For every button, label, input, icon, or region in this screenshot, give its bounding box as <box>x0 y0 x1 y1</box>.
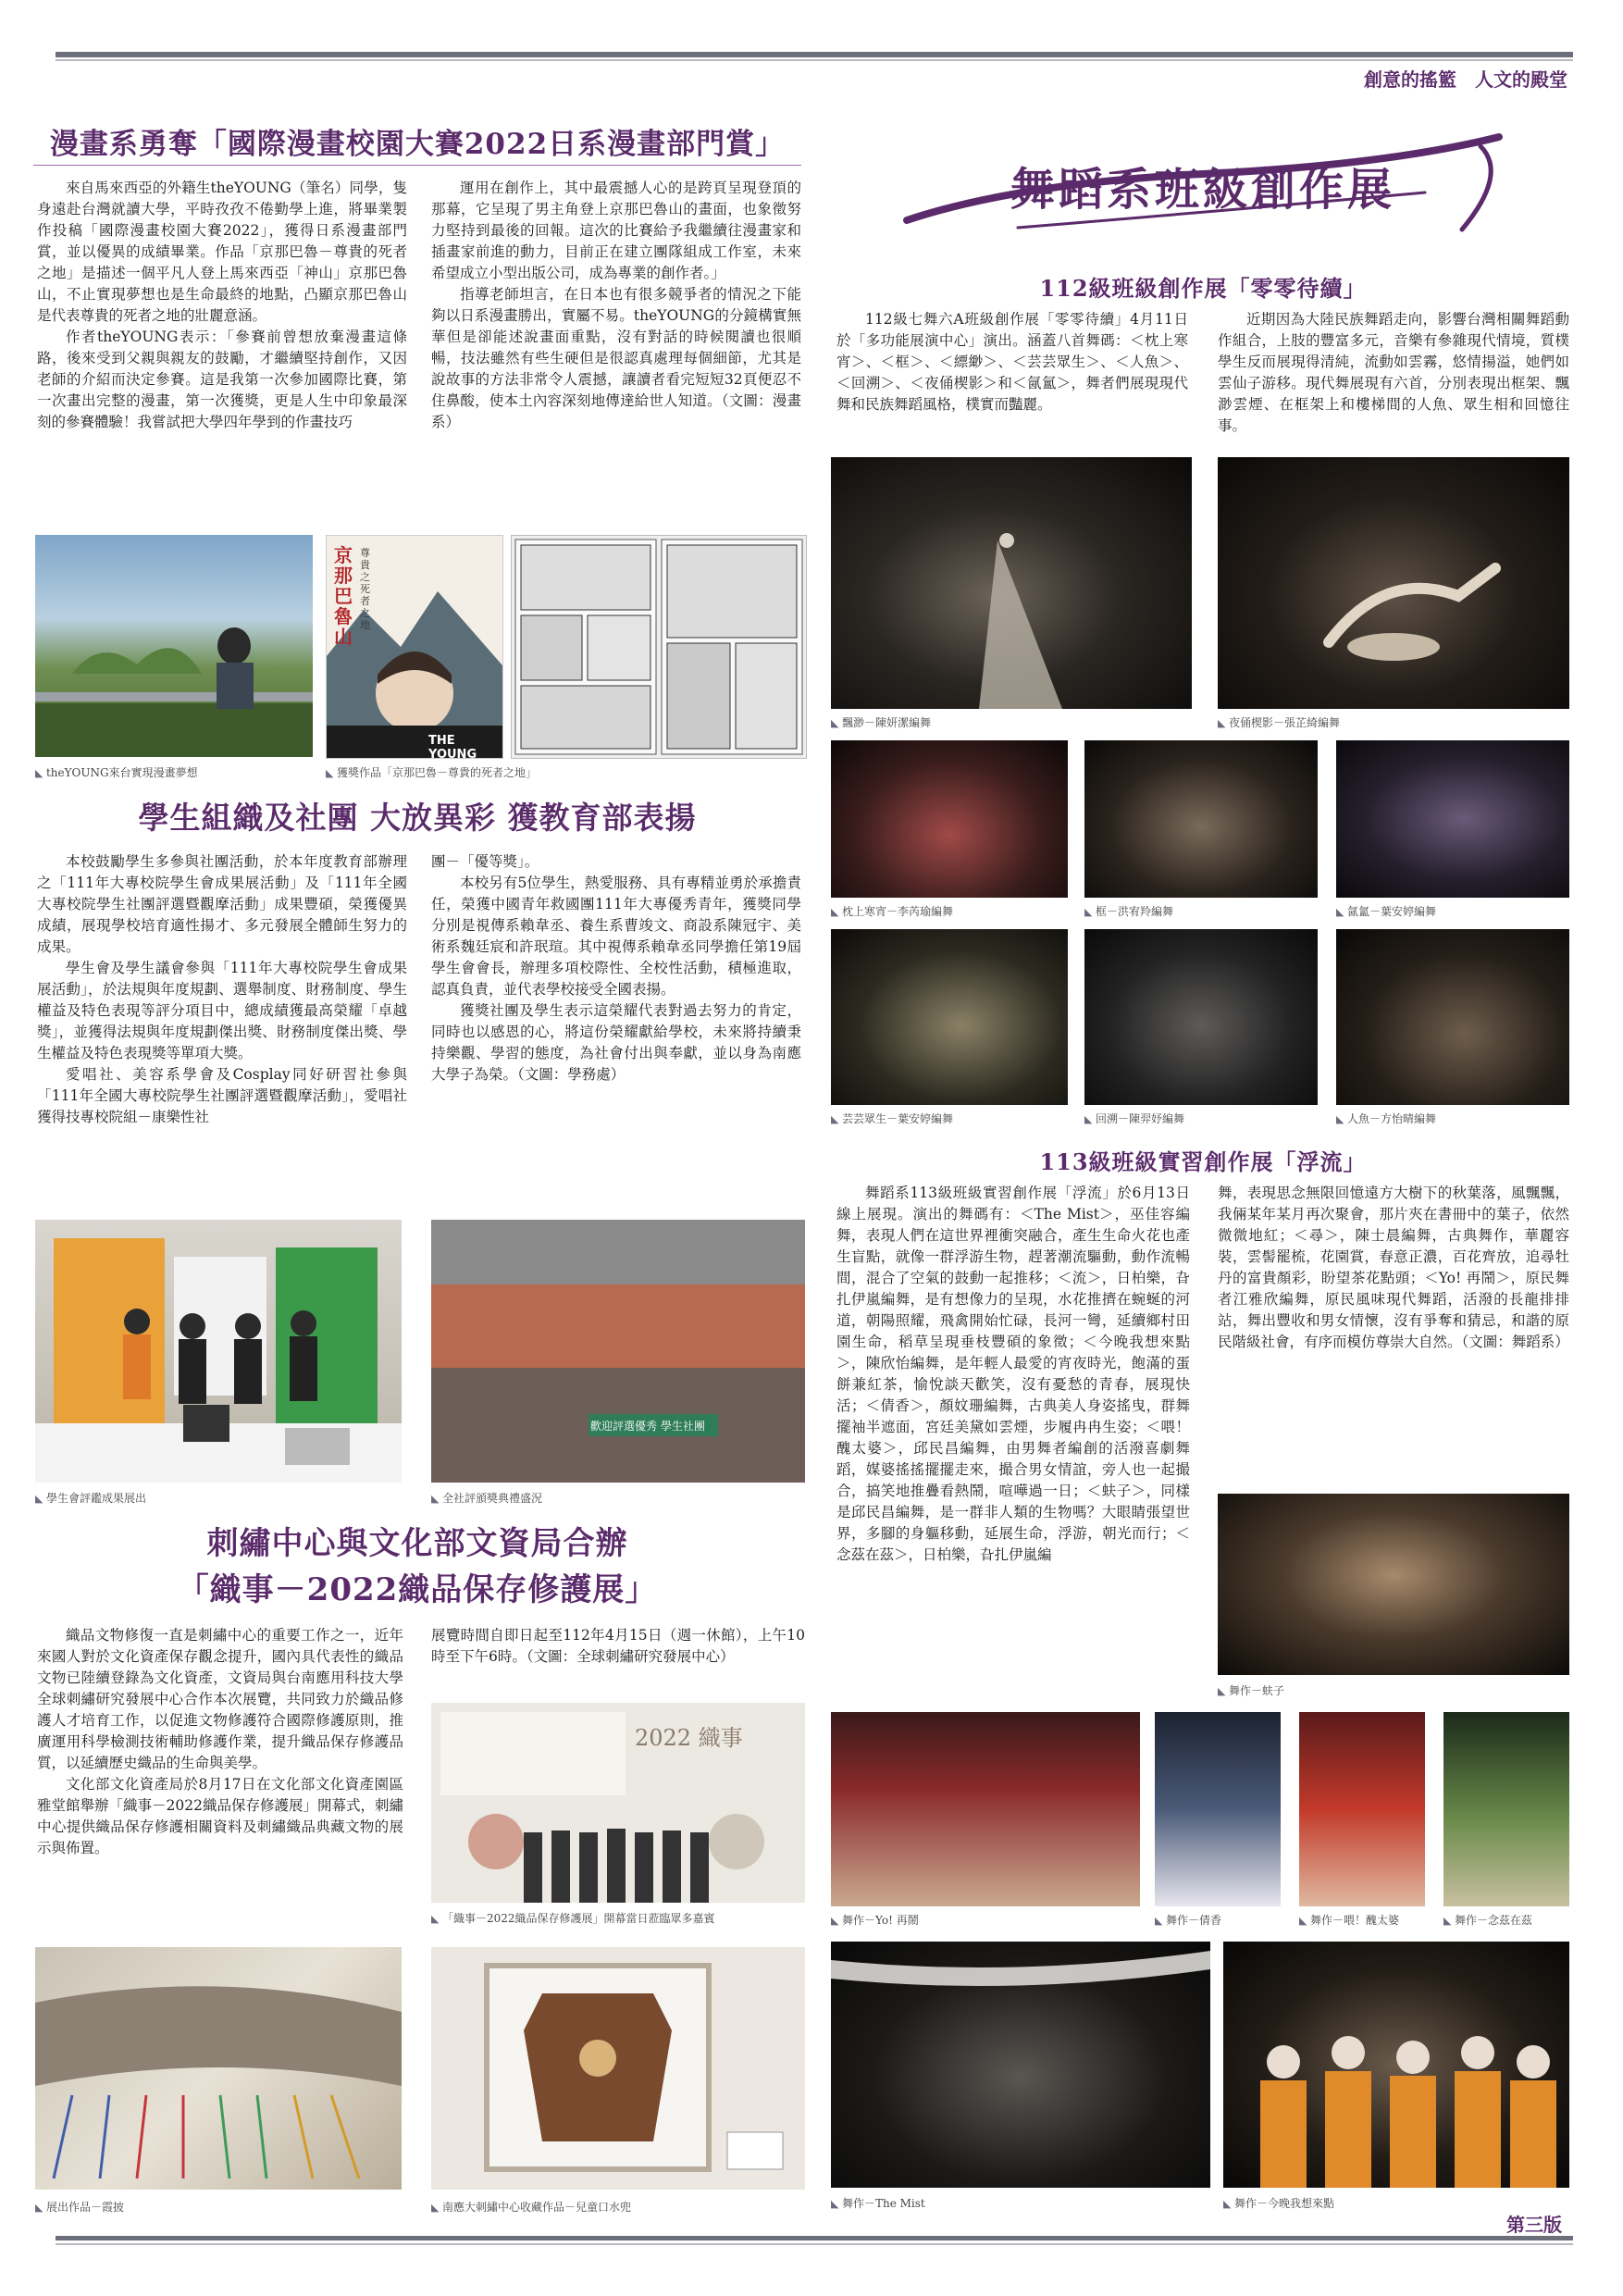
caption: ◣ 飄渺－陳妍潔編舞 <box>831 714 931 730</box>
page-number: 第三版 <box>1506 2214 1562 2236</box>
section-label: 創意的搖籃 人文的殿堂 <box>1364 68 1567 91</box>
article3-paragraph: 文化部文化資產局於8月17日在文化部文化資產園區雅堂館舉辦「織事－2022織品保存修護展」開幕式，刺繡中心提供織品保存修護相關資料及刺繡織品典藏文物的展示與佈置。 <box>37 1776 403 1856</box>
caption: ◣ 全社評頒獎典禮盛況 <box>431 1490 542 1506</box>
article3-column-2 <box>431 1625 805 1668</box>
article2-paragraph: 團－「優等獎」。 <box>431 853 539 870</box>
photo-embroidery-bib <box>431 1947 805 2190</box>
article1-title-underline <box>33 165 801 166</box>
photo-exhibition-opening <box>431 1703 805 1903</box>
dance-sub1-column-2 <box>1218 309 1569 437</box>
exhibition-poster-text: 2022 織事 <box>635 1725 743 1751</box>
article1-column-2 <box>431 178 801 433</box>
caption: ◣ 枕上寒宵－李芮瑜編舞 <box>831 903 953 919</box>
caption: ◣ 展出作品－霞披 <box>35 2199 124 2215</box>
caption: ◣ 氤氳－葉安婷編舞 <box>1336 903 1436 919</box>
bottom-rule <box>56 2236 1573 2240</box>
dance-fabric-figure <box>831 457 1192 709</box>
dance-sub1-paragraph: 112級七舞六A班級創作展「零零待續」4月11日於「多功能展演中心」演出。涵蓋八首舞碼：＜枕上寒宵＞、＜框＞、＜縹緲＞、＜芸芸眾生＞、＜人魚＞、＜回溯＞、＜夜俑楔影＞和＜氤氳＞，舞者們展現現代舞和民族舞蹈風格，樸實而豔麗。 <box>836 311 1188 413</box>
bottom-rule-thin <box>56 2243 1573 2245</box>
article2-paragraph: 獲獎社團及學生表示這榮耀代表對過去努力的肯定，同時也以感恩的心，將這份榮耀獻給學校，未來將持續秉持樂觀、學習的態度，為社會付出與奉獻，並以身為南應大學子為榮。（文圖：學務處） <box>431 1002 801 1083</box>
manga-cover-brand: THE YOUNG <box>428 734 477 759</box>
manga-pages-art <box>512 536 806 758</box>
photo-dance-huisu <box>1084 929 1318 1105</box>
photo-dance-yo <box>831 1712 1140 1906</box>
article1-paragraph: 運用在創作上，其中最震撼人心的是跨頁呈現登頂的那幕，它呈現了男主角登上京那巴魯山的畫面，也象徵努力堅持到最後的回報。這次的比賽給予我繼續往漫畫家和插畫家前進的動力，目前正在建立團隊組成工作室，未來希望成立小型出版公司，成為專業的創作者。」 <box>431 180 801 281</box>
caption: ◣ 學生會評鑑成果展出 <box>35 1490 146 1506</box>
embroidery-bib-art <box>431 1947 805 2190</box>
photo-theyoung-landscape <box>35 535 313 757</box>
photo-dance-yunyun <box>831 929 1068 1105</box>
caption: ◣ 夜俑楔影－張芷綺編舞 <box>1218 714 1340 730</box>
dance-banner-title: 舞蹈系班級創作展 <box>1010 164 1395 216</box>
caption: ◣ 舞作－The Mist <box>831 2195 925 2211</box>
jinwan-dancers <box>1223 1942 1569 2188</box>
caption: ◣ 舞作－今晚我想來點 <box>1223 2195 1334 2211</box>
photo-dance-piaomiao <box>831 457 1192 709</box>
caption: ◣ 舞作－倩香 <box>1155 1912 1221 1928</box>
dance-sub1-column-1 <box>836 309 1188 416</box>
photo-dance-nianzi <box>1443 1712 1569 1906</box>
dance-sub1-title: 112級班級創作展「零零待續」 <box>1039 275 1367 302</box>
article2-paragraph: 學生會及學生議會參與「111年大專校院學生會成果展活動」，於法規與年度規劃、選舉制度、財務制度、學生權益及特色表現等評分項目中，總成績獲最高榮耀「卓越獎」，並獲得法規與年度規劃傑出獎、財務制度傑出獎、學生權益及特色表現獎等單項大獎。 <box>37 960 407 1061</box>
article3-column-1 <box>37 1625 403 1859</box>
photo-manga-cover <box>326 535 503 759</box>
dance-sub2-paragraph: 舞蹈系113級班級實習創作展「浮流」於6月13日線上展現。演出的舞碼有：＜The Mist＞，巫佳容編舞，表現人們在這世界裡衝突融合，產生生命火花也產生盲點，就像一群浮游生物，趕著潮流驅動，動作流暢間，混合了空氣的鼓動一起推移；＜流＞，日柏樂，旮扎伊嵐編舞，是有想像力的呈現，水花推擠在蜿蜒的河道，朝陽照耀，飛禽開始忙碌，長河一彎，延續鄉村田園生命，稻草呈現垂枝豐碩的象徵；＜今晚我想來點＞，陳欣怡編舞，是年輕人最愛的宵夜時光，飽滿的蛋餅兼紅茶，愉悅談天歡笑，沒有憂愁的青春，展現快活；＜倩香＞，顏妏珊編舞，古典美人身姿搖曳，群舞擺袖半遮面，宮廷美黛如雲煙，步履冉冉生姿；＜喂！醜太婆＞，邱民昌編舞，由男舞者編創的活潑喜劇舞蹈，媒婆搖搖擺擺走來，撮合男女情誼，旁人也一起撮合，搞笑地推疊看熱鬧，喧嘩過一日；＜蚨子＞，同樣是邱民昌編舞，是一群非人類的生物嗎？大眼睛張望世界，多腳的身軀移動，延展生命，浮游，朝光而行；＜念茲在茲＞，日柏樂，旮扎伊嵐編 <box>836 1185 1190 1563</box>
dance-banner <box>833 118 1573 248</box>
caption: ◣ 人魚－方怡晴編舞 <box>1336 1111 1436 1126</box>
student-exhibit-art <box>35 1220 402 1483</box>
photo-manga-pages <box>511 535 807 759</box>
article2-paragraph: 愛唱社、美容系學會及Cosplay同好研習社參與「111年全國大專校院學生社團評選暨觀摩活動」，愛唱社獲得技專校院組－康樂性社 <box>37 1066 407 1125</box>
photo-dance-yinyun <box>1336 740 1569 898</box>
photo-student-council-exhibit <box>35 1220 402 1483</box>
photo-dance-themist <box>831 1942 1210 2188</box>
photo-dance-renyu <box>1336 929 1569 1105</box>
dance-sub1-paragraph: 近期因為大陸民族舞蹈走向，影響台灣相關舞蹈動作組合，上肢的豐富多元，音樂有參雜現代情境，質樸學生反而展現得清純，流動如雲霧，悠情揚溢，她們如雲仙子游移。現代舞展現有六首，分別表現出框架、飄渺雲煙、在框架上和樓梯間的人魚、眾生相和回憶往事。 <box>1218 311 1569 434</box>
caption: ◣ theYOUNG來台實現漫畫夢想 <box>35 764 198 780</box>
article3-title-line1: 刺繡中心與文化部文資局合辦 <box>206 1525 628 1562</box>
photo-dance-choutaipo <box>1299 1712 1425 1906</box>
dance-sub2-column-2 <box>1218 1183 1569 1353</box>
dance-duo-figure <box>1218 457 1569 709</box>
mist-fabric <box>831 1942 1210 2188</box>
caption: ◣ 回溯－陳羿妤編舞 <box>1084 1111 1184 1126</box>
dance-sub2-paragraph: 舞，表現思念無限回憶遠方大樹下的秋葉落，風飄飄，我倆某年某月再次聚會，那片夾在書冊中的葉子，依然微微地紅；＜尋＞，陳士晨編舞，古典舞作，華麗容裝，雲髻罷梳，花園賞，春意正濃，百花齊放，追尋牡丹的富貴顏彩，盼望茶花點頭；＜Yo! 再鬧＞，原民舞者江雅欣編舞，原民風味現代舞蹈，活潑的長龍排排站，舞出豐收和男女情懷，沒有爭奪和猜忌，和諧的原民階級社會，有序而模仿尊崇大自然。（文圖：舞蹈系） <box>1218 1185 1569 1350</box>
article3-paragraph: 展覽時間自即日起至112年4月15日（週一休館），上午10時至下午6時。（文圖：全球刺繡研究發展中心） <box>431 1627 805 1665</box>
photo-award-ceremony <box>431 1220 805 1483</box>
dance-sub2-title: 113級班級實習創作展「浮流」 <box>1039 1148 1367 1175</box>
photo-dance-kuang <box>1084 740 1318 898</box>
article2-column-1 <box>37 851 407 1128</box>
photo-dance-zhenshang <box>831 740 1068 898</box>
article1-column-1 <box>37 178 407 433</box>
caption: ◣ 框－洪宥羚編舞 <box>1084 903 1173 919</box>
caption: ◣ 舞作－喂！醜太婆 <box>1299 1912 1399 1928</box>
award-ceremony-art <box>431 1220 805 1483</box>
textile-detail-art <box>35 1947 402 2190</box>
caption: ◣ 南應大刺繡中心收藏作品－兒童口水兜 <box>431 2199 631 2215</box>
photo-dance-qianxiang <box>1155 1712 1281 1906</box>
article2-paragraph: 本校另有5位學生，熱愛服務、具有專精並勇於承擔責任，榮獲中國青年救國團111年大專優秀青年，獲獎同學分別是視傳系賴韋丞、養生系曹竣文、商設系陳冠宇、美術系魏廷宸和許珉瑄。其中視傳系賴韋丞同學擔任第19屆學生會會長，辦理多項校際性、全校性活動，積極進取，認真負責，並代表學校接受全國表揚。 <box>431 875 801 998</box>
photo-textile-detail <box>35 1947 402 2190</box>
photo-dance-yeyong <box>1218 457 1569 709</box>
article3-paragraph: 織品文物修復一直是刺繡中心的重要工作之一，近年來國人對於文化資產保存觀念提升，國內具代表性的織品文物已陸續登錄為文化資產，文資局與台南應用科技大學全球刺繡研究發展中心合作本次展覽，共同致力於織品修護人才培育工作，以促進文物修護符合國際修護原則，推廣運用科學檢測技術輔助修護作業，提升織品保存修護品質，以延續歷史織品的生命與美學。 <box>37 1627 403 1771</box>
caption: ◣ 「織事－2022織品保存修護展」開幕當日蒞臨眾多嘉賓 <box>431 1910 715 1926</box>
photo-dance-jinwan <box>1223 1942 1569 2188</box>
manga-cover-title: 京那巴魯山 <box>334 544 353 648</box>
caption: ◣ 獲獎作品「京那巴魯－尊貴的死者之地」 <box>326 764 537 780</box>
article1-title: 漫畫系勇奪「國際漫畫校園大賽2022日系漫畫部門賞」 <box>49 128 786 161</box>
caption: ◣ 舞作－蚨子 <box>1218 1682 1284 1698</box>
caption: ◣ 舞作－Yo! 再鬧 <box>831 1912 919 1928</box>
article2-title: 學生組織及社團 大放異彩 獲教育部表揚 <box>138 800 697 836</box>
caption: ◣ 舞作－念茲在茲 <box>1443 1912 1532 1928</box>
article1-paragraph: 來自馬來西亞的外籍生theYOUNG（筆名）同學，隻身遠赴台灣就讀大學，平時孜孜不倦勤學上進，將畢業製作投稿「國際漫畫校園大賽2022」，獲得日系漫畫部門賞，並以優異的成績畢業。作品「京那巴魯－尊貴的死者之地」是描述一個平凡人登上馬來西亞「神山」京那巴魯山，不止實現夢想也是生命最終的地點，凸顯京那巴魯山是代表尊貴的死者之地的壯麗意涵。 <box>37 180 407 324</box>
exhibition-opening-art <box>431 1703 805 1903</box>
landscape-illustration <box>35 535 313 757</box>
caption: ◣ 芸芸眾生－葉安婷編舞 <box>831 1111 953 1126</box>
ceremony-banner-text: 歡迎評選優秀 學生社團 <box>590 1420 705 1433</box>
article1-paragraph: 指導老師坦言，在日本也有很多競爭者的情況之下能夠以日系漫畫勝出，實屬不易。theYOUNG的分鏡構實無華但是卻能述說畫面重點，沒有對話的時候閱讀也很順暢，技法雖然有些生硬但是很認真處理每個細節，尤其是說故事的方法非常令人震撼，讓讀者看完短短32頁便忍不住鼻酸，使本土內容深刻地傳達給世人知道。（文圖：漫畫系） <box>431 286 801 430</box>
article2-column-2 <box>431 851 801 1086</box>
top-rule <box>56 52 1573 57</box>
manga-cover-subtitle: 尊貴之死者之地 <box>360 547 370 631</box>
article3-title-line2: 「織事－2022織品保存修護展」 <box>177 1571 658 1608</box>
article1-paragraph: 作者theYOUNG表示：「參賽前曾想放棄漫畫這條路，後來受到父親與親友的鼓勵，才繼續堅持創作，又因老師的介紹而決定參賽。這是我第一次參加國際比賽，第一次畫出完整的漫畫，第一次獲獎，更是人生中印象最深刻的參賽體驗！我嘗試把大學四年學到的作畫技巧 <box>37 329 407 430</box>
dance-sub2-column-1 <box>836 1183 1190 1566</box>
article2-paragraph: 本校鼓勵學生多參與社團活動，於本年度教育部辦理之「111年大專校院學生會成果展活動」及「111年全國大專校院學生社團評選暨觀摩活動」成果豐碩，榮獲優異成績，展現學校培育適性揚才、多元發展全體師生努力的成果。 <box>37 853 407 955</box>
top-rule-thin <box>56 59 1573 61</box>
photo-dance-fuzi <box>1218 1494 1569 1675</box>
